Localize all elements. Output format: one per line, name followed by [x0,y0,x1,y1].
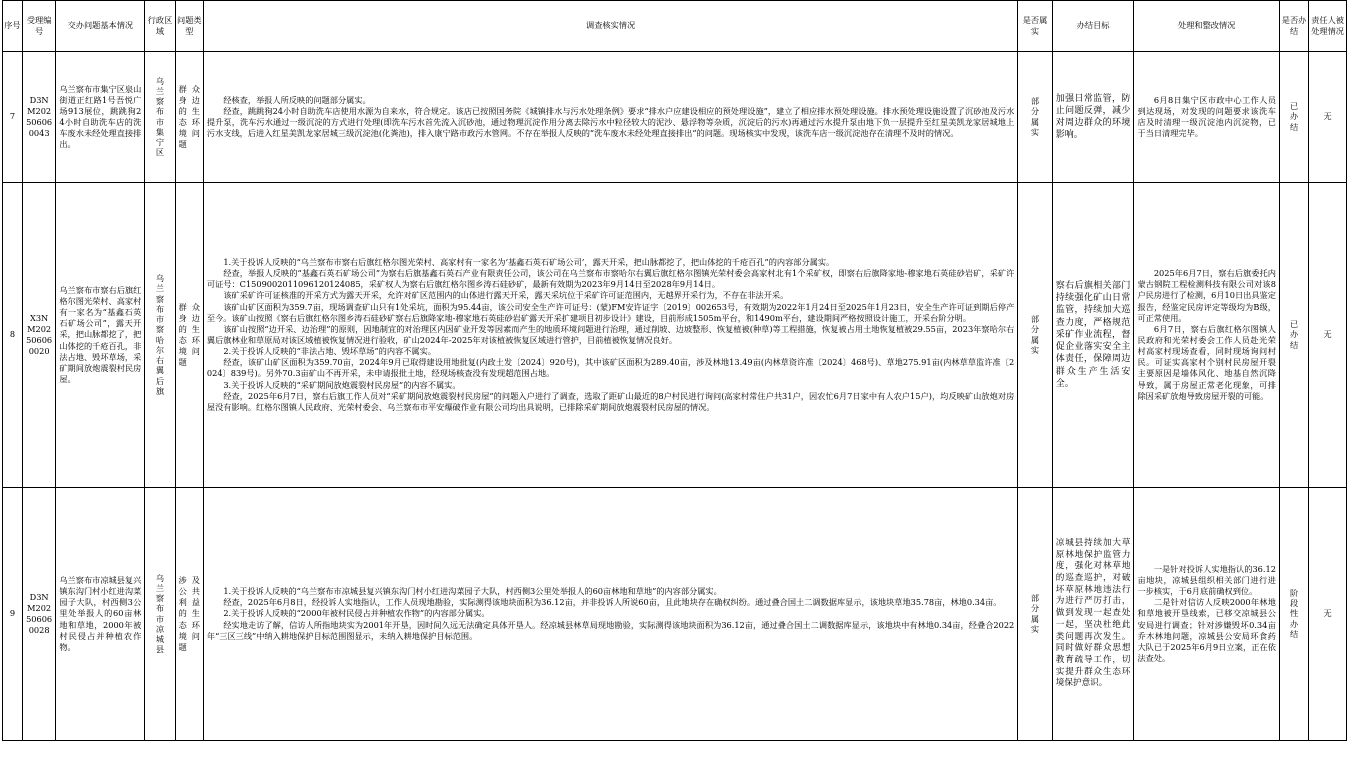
investigation-paragraph: 经查，跳跳狗24小时自助洗车店使用水源为自来水，符合规定。该店已按照国务院《城镇排水与污水处理条例》要求“排水户应建设相应的预处理设施”，建立了相应排水预处理设施。排水预处理设施设置了沉砂池及污水提升泵，洗车污水通过一级沉淀的方式进行处理(即洗车污水首先流入沉砂池，通过物理沉淀作用分离去除污水中粒径较大的泥沙、悬浮物等杂质，沉淀后的污水)再通过污水提升泵由地下负一层提升至红星美凯龙家居城地上污水支线，后进入红星美凯龙家居城三级沉淀池(化粪池)，排入康宁路市政污水管网。不存在举报人反映的“洗车废水未经处理直接排出”的问题。现场核实中发现，该洗车店一级沉淀池存在清理不及时的情况。 [206,105,1015,139]
cell-goal: 凉城县持续加大草原林地保护监管力度，强化对林草地的巡查巡护，对破坏草原林地违法行为进行严厉打击，做到发现一起查处一起，坚决杜绝此类问题再次发生。同时做好群众思想教育疏导工作，切实提升群众生态环境保护意识。 [1052,488,1134,741]
cell-seq: 8 [3,183,23,488]
header-type: 问题类型 [175,1,203,52]
cell-rectification [1134,183,1279,488]
cell-problem: 乌兰察布市察右后旗红格尔图光荣村、高家村有一家名为“基鑫石英石矿场公司”，露天开采，把山脉都挖了，把山体挖的千疮百孔，非法占地、毁坏草场，采矿期间放炮震裂村民房屋。 [56,183,145,488]
cell-region [145,488,175,741]
table-header-row [3,1,1347,52]
cell-seq: 7 [3,52,23,183]
header-rectification: 处理和整改情况 [1134,1,1279,52]
cell-closed [1279,52,1308,183]
cell-closed [1279,183,1308,488]
investigation-paragraph: 该矿山按照“边开采、边治理”的原则，因地制宜的对治理区内因矿业开发等因素而产生的地质环境问题进行治理，通过削坡、边坡整形、恢复植被(种草)等工程措施，恢复被占用土地恢复植被29.55亩，2023年察哈尔右翼后旗林业和草原局对该区域植被恢复情况进行验收，矿山2024年-2025年对该植被恢复区域进行管护，目前植被恢复情况良好。 [206,323,1015,345]
cell-problem: 乌兰察布市凉城县复兴镇东沟门村小红进沟菜园子大队，村西侧3公里处举报人的60亩林地和草地，2000年被村民侵占并种植农作物。 [56,488,145,741]
closed-text: 阶段性办结 [1289,587,1299,639]
cell-verified [1018,488,1053,741]
header-case-no: 受理编号 [22,1,55,52]
cell-case-no: D3NM202506060028 [22,488,55,741]
investigation-paragraph: 该矿采矿许可证核准的开采方式为露天开采，允许对矿区范围内的山体进行露天开采，露天采坑位于采矿许可证范围内，无越界开采行为，不存在非法开采。 [223,290,789,301]
verified-text: 部分属实 [1030,96,1040,137]
cell-accountability: 无 [1309,183,1347,488]
region-text: 乌兰察布市集宁区 [155,75,165,158]
investigation-paragraph: 经实地走访了解，信访人所指地块实为2001年开垦，因时间久远无法确定具体开垦人。经凉城县林草局现地勘验，实际测得该地块面积为36.12亩，通过叠合国土二调数据库显示，该地块中有林地0.34亩，经叠合2022年“三区三线”中纳入耕地保护目标范围图显示，未纳入耕地保护目标范围。 [206,619,1015,641]
header-verified: 是否属实 [1018,1,1053,52]
cell-problem: 乌兰察布市集宁区泉山街道正红路1号吾悦广场913展位，跳跳狗24小时自助洗车店的洗车废水未经处理直接排出。 [56,52,145,183]
cell-accountability: 无 [1309,52,1347,183]
closed-text: 已办结 [1289,319,1299,350]
cell-case-no: D3NM202506060043 [22,52,55,183]
verified-text: 部分属实 [1030,593,1040,634]
investigation-paragraph: 1.关于投诉人反映的“乌兰察布市凉城县复兴镇东沟门村小红进沟菜园子大队，村西侧3公里处举报人的60亩林地和草地”的内容部分属实。 [223,586,722,597]
investigation-paragraph: 经查，2025年6月7日，察右后旗工作人员对“采矿期间放炮震裂村民房屋”的问题入户进行了调查，选取了距矿山最近的8户村民进行询问(高家村常住户共31户，因农忙6月7日家中有人农户15户)，均反映矿山放炮对房屋没有影响。红格尔图镇人民政府、光荣村委会、乌兰察布市平安爆破作业有限公司均出具说明，已排除采矿期间放炮震裂村民房屋的情况。 [206,390,1015,412]
investigation-paragraph: 2.关于投诉人反映的“2000年被村民侵占并种植农作物”的内容部分属实。 [223,608,490,619]
cell-type: 群众身边的生态环境问题 [175,52,203,183]
investigation-paragraph: 该矿山矿区面积为359.7亩，现场调查矿山只有1处采坑，面积为95.44亩，该公司安全生产许可证号：(蒙)FM安许证字〔2019〕002653号，有效期为2022年1月24日至2025年1月23日，安全生产许可证到期后停产至今。该矿山按照《察右后旗红格尔图乡涛石硅砂矿察右后旗降家地-穆家地石英硅砂岩矿露天开采扩建项目初步设计》建设，目前形成1505m平台，和1490m平台，建设期间严格按照设计施工，开采台阶分明。 [206,301,1015,323]
rectification-paragraph: 一是针对投诉人实地指认的36.12亩地块，凉城县组织相关部门进行进一步核实，于6月底前确权到位。 [1137,563,1276,597]
rectification-paragraph: 6月7日，察右后旗红格尔图镇人民政府和光荣村委会工作人员赴光荣村高家村现场查看，同时现场询问村民。可证实高家村个别村民房屋开裂主要原因是墙体风化、地基自然沉降导致，属于房屋正常老化现象，可排除因采矿放炮导致房屋开裂的可能。 [1137,323,1276,401]
header-goal: 办结目标 [1052,1,1134,52]
cell-accountability: 无 [1309,488,1347,741]
cell-region [145,52,175,183]
table-row [3,52,1347,183]
cell-investigation [203,488,1017,741]
cell-type: 群众身边的生态环境问题 [175,183,203,488]
cell-case-no: X3NM202506060020 [22,183,55,488]
header-region: 行政区域 [145,1,175,52]
investigation-paragraph: 经核查，举报人所反映的问题部分属实。 [223,94,371,105]
investigation-paragraph: 1.关于投诉人反映的“乌兰察布市察右后旗红格尔图光荣村、高家村有一家名为‘基鑫石英石矿场公司’，露天开采，把山脉都挖了，把山体挖的千疮百孔”的内容部分属实。 [223,256,835,267]
header-investigation: 调查核实情况 [203,1,1017,52]
header-problem: 交办问题基本情况 [56,1,145,52]
cell-investigation [203,183,1017,488]
header-accountability: 责任人被处理情况 [1309,1,1347,52]
cell-verified [1018,183,1053,488]
region-text: 乌兰察布市察哈尔右翼后旗 [155,273,165,396]
investigation-paragraph: 经查，该矿山矿区面积为359.70亩，2024年9月已取得建设用地批复(内政土发〔2024〕920号)，其中该矿区面积为289.40亩，涉及林地13.49亩(内林草资许准〔2024〕468号)、草地275.91亩(内林草草监许准〔2024〕839号)。另外70.3亩矿山不再开采，未申请报批土地，经现场核查没有发现超范围占地。 [206,357,1015,379]
cell-region [145,183,175,488]
table-row [3,183,1347,488]
investigation-paragraph: 经查，2025年6月8日，经投诉人实地指认，工作人员现地勘验，实际测得该地块面积为36.12亩，并非投诉人所说60亩，且此地块存在确权纠纷。通过叠合国土二调数据库显示，该地块草地35.78亩，林地0.34亩。 [223,597,1002,608]
rectification-paragraph: 二是针对信访人反映2000年林地和草地被开垦线索，已移交凉城县公安局进行调查；针对涉嫌毁坏0.34亩乔木林地问题，凉城县公安局环食药大队已于2025年6月9日立案，正在依法查处。 [1137,597,1276,664]
investigation-paragraph: 3.关于投诉人反映的“采矿期间放炮震裂村民房屋”的内容不属实。 [223,379,461,390]
cell-seq: 9 [3,488,23,741]
closed-text: 已办结 [1289,101,1299,132]
cell-rectification [1134,52,1279,183]
header-seq: 序号 [3,1,23,52]
cell-type: 涉及公共利益的生态环境问题 [175,488,203,741]
cell-goal: 加强日常监管，防止问题反弹，减少对周边群众的环境影响。 [1052,52,1134,183]
cell-goal: 察右后旗相关部门持续强化矿山日常监管，持续加大巡查力度，严格规范采矿作业流程，督促企业落实安全主体责任，保障周边群众生产生活安全。 [1052,183,1134,488]
table-row [3,488,1347,741]
rectification-paragraph: 2025年6月7日，察右后旗委托内蒙古钢院工程检测科技有限公司对该8户民房进行了检测，6月10日出具鉴定报告，经鉴定民房评定等级均为B级，可正常使用。 [1137,268,1276,323]
region-text: 乌兰察布市凉城县 [155,572,165,655]
header-closed: 是否办结 [1279,1,1308,52]
cell-rectification [1134,488,1279,741]
investigation-paragraph: 经查，举报人反映的“基鑫石英石矿场公司”为察右后旗基鑫石英石产业有限责任公司，该公司在乌兰察布市察哈尔右翼后旗红格尔图镇光荣村委会高家村北有1个采矿权，即察右后旗降家地-穆家地石英硅砂岩矿，采矿许可证号：C1509002011096120124085，采矿权人为察右后旗红格尔图乡涛石硅砂矿，最新有效期为2023年9月14日至2028年9月14日。 [206,268,1015,290]
cell-investigation [203,52,1017,183]
cell-closed [1279,488,1308,741]
cell-verified [1018,52,1053,183]
complaint-table [2,0,1347,741]
rectification-paragraph: 6月8日集宁区市政中心工作人员到达现场，对发现的问题要求该洗车店及时清理一级沉淀池内沉淀物，已于当日清理完毕。 [1137,94,1276,139]
investigation-paragraph: 2.关于投诉人反映的“非法占地、毁坏草场”的内容不属实。 [223,346,436,357]
verified-text: 部分属实 [1030,314,1040,355]
